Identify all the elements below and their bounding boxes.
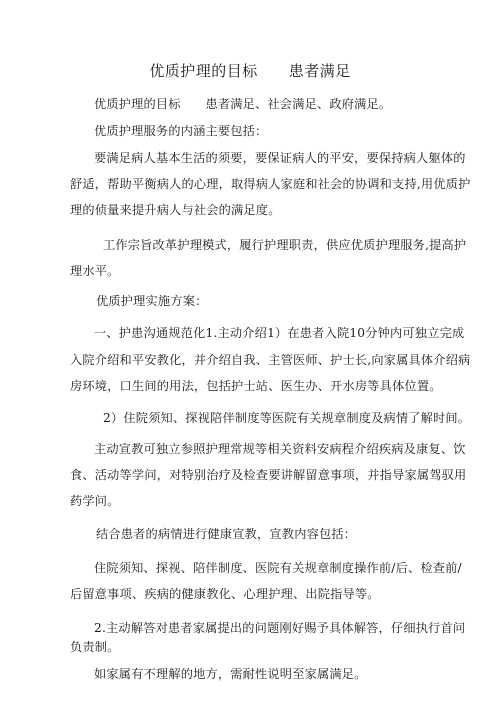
paragraph-line: 药学问。 bbox=[70, 494, 120, 508]
paragraph-line: 2.主动解答对患者家属提出的问题刚好赐予具体解答，仔细执行首问 bbox=[94, 621, 466, 635]
paragraph-line: 工作宗旨改革护理模式，履行护理职责，供应优质护理服务,提高护 bbox=[103, 238, 467, 252]
paragraph-line: 负责制。 bbox=[70, 640, 120, 654]
paragraph-line: 优质护理服务的内涵主要包括： bbox=[94, 124, 268, 138]
paragraph-line: 优质护理实施方案： bbox=[96, 294, 208, 308]
paragraph-line: 入院介绍和平安教化，并介绍自我、主管医师、护士长,向家属具体介绍病 bbox=[70, 353, 471, 367]
paragraph-line: 主动宣教可独立参照护理常规等相关资料安病程介绍疾病及康复、饮 bbox=[94, 442, 466, 456]
paragraph-line: 舒适，帮助平衡病人的心理，取得病人家庭和社会的协调和支持,用优质护 bbox=[70, 177, 471, 191]
paragraph-line: 优质护理的目标 患者满足、社会满足、政府满足。 bbox=[94, 97, 392, 111]
paragraph-line: 理的侦量来提升病人与社会的满足度。 bbox=[70, 203, 281, 217]
paragraph-line: 2）住院须知、探视陪伴制度等医院有关规章制度及病情了解时间。 bbox=[103, 411, 471, 425]
paragraph-line: 食、活动等学问，对特别治疗及检查要讲解留意事项，并指导家属驾驭用 bbox=[70, 468, 467, 482]
paragraph-line: 一、护患沟通规范化1.主动介绍1）在患者入院10分钟内可独立完成 bbox=[94, 326, 465, 340]
paragraph-line: 如家属有不理解的地方，需耐性说明至家属满足。 bbox=[94, 667, 367, 681]
paragraph-line: 理水平。 bbox=[70, 264, 120, 278]
paragraph-line: 房环境，口生间的用法，包括护士站、医生办、开水房等具体位置。 bbox=[70, 379, 442, 393]
document-title: 优质护理的目标 患者满足 bbox=[149, 62, 351, 80]
paragraph-line: 结合患者的病情进行健康宣教，宣教内容包括： bbox=[96, 527, 357, 541]
paragraph-line: 要满足病人基本生活的须要，要保证病人的平安，要保持病人躯体的 bbox=[94, 151, 466, 165]
paragraph-line: 住院须知、探视、陪伴制度、医院有关规章制度操作前/后、检查前/ bbox=[94, 561, 462, 575]
paragraph-line: 后留意事项、疾病的健康教化、心理护理、出院指导等。 bbox=[70, 587, 380, 601]
